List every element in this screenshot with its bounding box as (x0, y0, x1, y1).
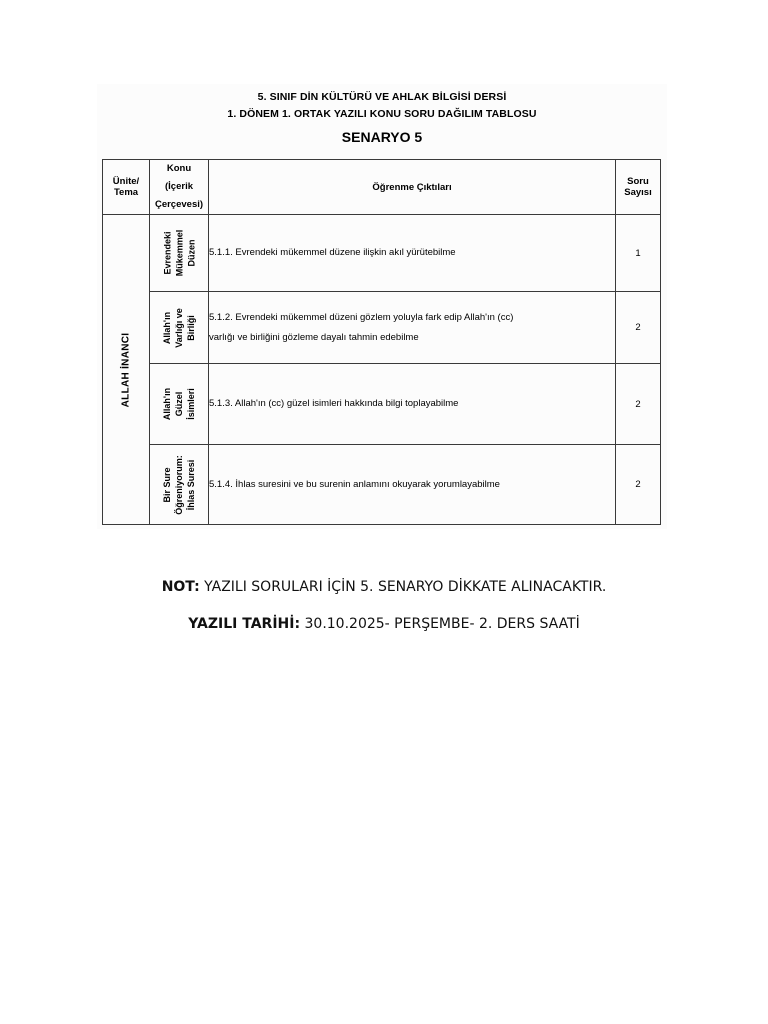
topic-line: Öğreniyorum: (174, 454, 185, 515)
topic-line: Allah'ın (162, 387, 172, 421)
outcome-cell (209, 364, 616, 445)
unite-cell (103, 215, 150, 525)
outcome-cell (209, 215, 616, 292)
header-unite-line1: Ünite/ (112, 176, 140, 187)
table-row (103, 445, 661, 525)
header-konu-line2: (İçerik (165, 181, 193, 192)
outcome-text: 5.1.3. Allah'ın (cc) güzel isimleri hakkında bilgi toplayabilme (209, 398, 459, 409)
note-label: NOT: (161, 579, 200, 595)
header-outcomes: Öğrenme Çıktıları (209, 160, 616, 215)
topic-line: Bir Sure (162, 466, 173, 503)
topic-line: Güzel (174, 391, 184, 417)
topic-cell (150, 292, 209, 364)
outcome-cell (209, 445, 616, 525)
topic-line: Varlığı ve (174, 307, 184, 348)
table-row (103, 215, 661, 292)
unite-label: ALLAH İNANCI (120, 332, 131, 407)
note-text: YAZILI SORULARI İÇİN 5. SENARYO DİKKATE ALINACAKTIR. (199, 579, 607, 595)
outcome-text: varlığı ve birliğini gözleme dayalı tahmin edebilme (209, 331, 419, 343)
header-count (616, 160, 661, 215)
topic-line: Düzen (186, 239, 196, 267)
header-unite (103, 160, 150, 215)
header-unite-line2: Tema (113, 187, 139, 198)
question-count: 2 (616, 364, 661, 445)
scenario-title: SENARYO 5 (341, 129, 423, 145)
question-count: 1 (616, 215, 661, 292)
header-konu (150, 160, 209, 215)
question-count: 2 (616, 292, 661, 364)
topic-line: İsimleri (186, 388, 196, 420)
header-count-line2: Sayısı (624, 187, 652, 198)
topic-line: İhlas Suresi (186, 459, 197, 510)
date-label: YAZILI TARİHİ: (188, 616, 301, 632)
date-text: 30.10.2025- PERŞEMBE- 2. DERS SAATİ (300, 616, 580, 632)
exam-date (0, 616, 768, 632)
outcome-text: 5.1.4. İhlas suresini ve bu surenin anlamını okuyarak yorumlayabilme (209, 478, 500, 490)
outcome-text: 5.1.2. Evrendeki mükemmel düzeni gözlem yoluyla fark edip Allah'ın (cc) (209, 311, 514, 323)
topic-line: Mükemmel (174, 229, 184, 277)
table-row (103, 292, 661, 364)
outcome-text: 5.1.1. Evrendeki mükemmel düzene ilişkin akıl yürütebilme (209, 247, 456, 258)
topic-line: Allah'ın (162, 311, 172, 344)
header-konu-line1: Konu (166, 163, 192, 174)
topic-line: Birliği (186, 314, 196, 341)
topic-cell (150, 215, 209, 292)
outcome-cell (209, 292, 616, 364)
question-count: 2 (616, 445, 661, 525)
header-konu-line3: Çerçevesi) (154, 199, 204, 210)
document-subtitle: 1. DÖNEM 1. ORTAK YAZILI KONU SORU DAĞILIM TABLOSU (227, 108, 537, 120)
exam-note (0, 579, 768, 595)
topic-cell (150, 445, 209, 525)
topic-line: Evrendeki (162, 231, 172, 275)
header-count-line1: Soru (627, 176, 649, 187)
exam-distribution-sheet (97, 84, 667, 529)
topic-cell (150, 364, 209, 445)
table-row (103, 364, 661, 445)
document-title: 5. SINIF DİN KÜLTÜRÜ VE AHLAK BİLGİSİ DERSİ (257, 91, 507, 103)
table-header-row (103, 160, 661, 215)
topic-distribution-table (102, 159, 661, 525)
